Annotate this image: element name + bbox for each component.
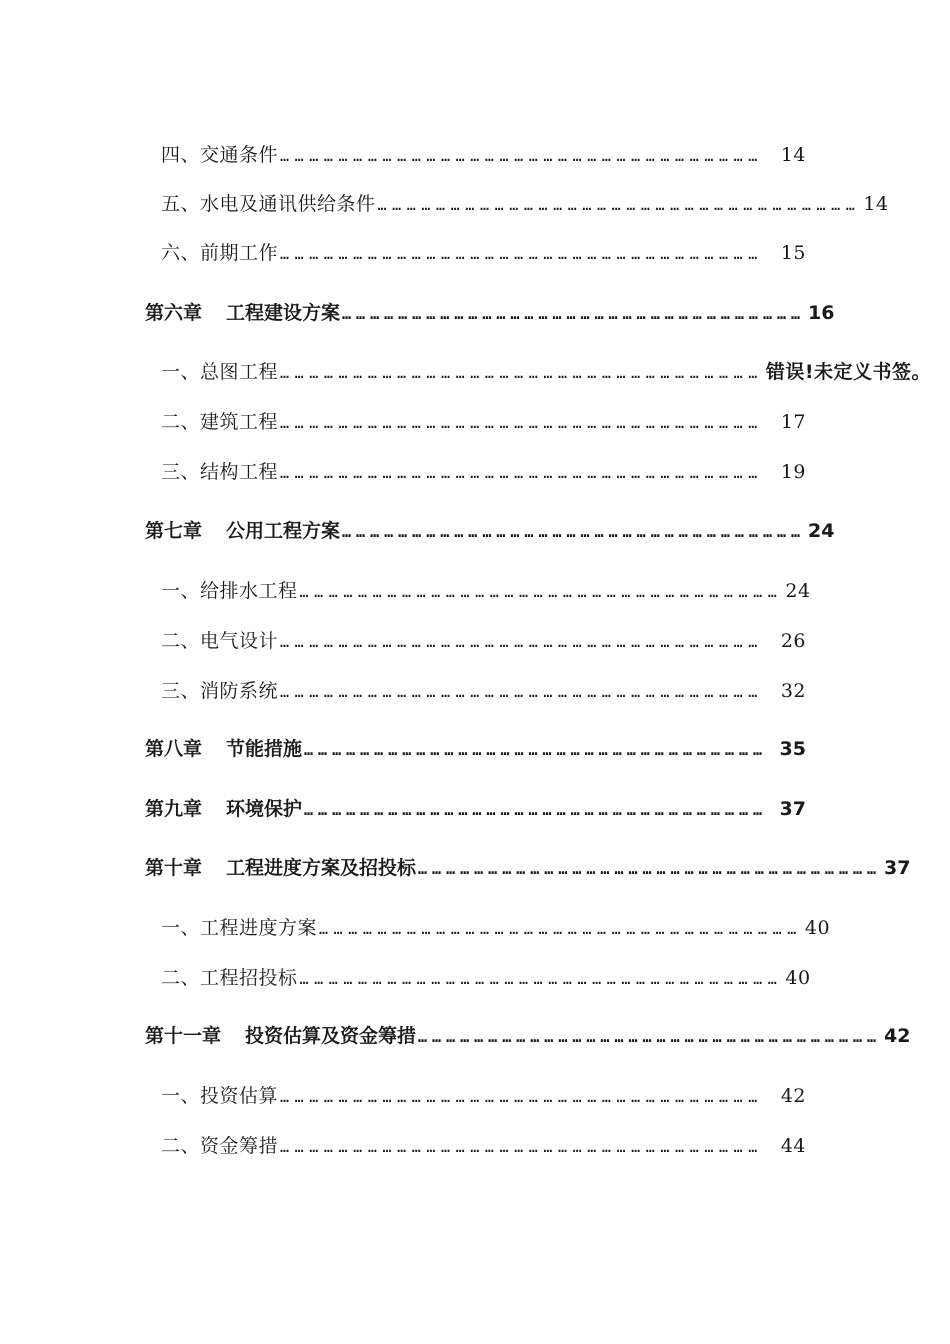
toc-chapter-title: 环境保护 — [226, 798, 303, 820]
toc-entry-number: 一、 — [161, 1085, 201, 1107]
toc-entry-number: 三、 — [161, 680, 201, 702]
toc-leader-dots: ……………………………………………………………………………………… — [299, 583, 783, 601]
toc-entry-bidding[interactable] — [161, 963, 811, 990]
toc-chapter-number: 第八章 — [145, 738, 203, 760]
toc-entry-schedule[interactable] — [161, 913, 831, 940]
toc-chapter-number: 第九章 — [145, 798, 203, 820]
toc-entry-number: 二、 — [161, 1135, 201, 1157]
toc-leader-dots: ……………………………………………………………………………………… — [418, 1028, 882, 1046]
toc-leader-dots: ……………………………………………………………………………………… — [280, 633, 763, 651]
toc-chapter-11[interactable] — [145, 1021, 911, 1048]
toc-entry-page: 17 — [780, 411, 806, 433]
toc-leader-dots: ……………………………………………………………………………………… — [299, 970, 783, 988]
toc-entry-title: 交通条件 — [200, 144, 279, 166]
toc-entry-utilities-supply[interactable] — [161, 189, 889, 216]
toc-entry-title: 消防系统 — [200, 680, 279, 702]
toc-chapter-title: 投资估算及资金筹措 — [245, 1025, 417, 1047]
toc-entry-preliminary-work[interactable] — [161, 238, 806, 265]
toc-chapter-9[interactable] — [145, 794, 806, 821]
toc-entry-title: 前期工作 — [200, 242, 279, 264]
toc-entry-title: 投资估算 — [200, 1085, 279, 1107]
toc-entry-number: 五、 — [161, 193, 201, 215]
toc-entry-page: 40 — [804, 917, 831, 939]
toc-entry-number: 三、 — [161, 461, 201, 483]
toc-leader-dots: ……………………………………………………………………………………… — [280, 1138, 763, 1156]
toc-entry-structure[interactable] — [161, 457, 806, 484]
toc-chapter-page: 16 — [808, 302, 835, 324]
toc-leader-dots: ……………………………………………………………………………………… — [280, 464, 763, 482]
toc-chapter-title: 工程进度方案及招投标 — [226, 857, 417, 879]
toc-entry-title: 水电及通讯供给条件 — [200, 193, 376, 215]
toc-entry-title: 工程进度方案 — [200, 917, 318, 939]
toc-chapter-10[interactable] — [145, 853, 911, 880]
toc-entry-site-plan[interactable] — [161, 357, 932, 384]
toc-chapter-8[interactable] — [145, 734, 806, 761]
toc-chapter-number: 第七章 — [145, 520, 203, 542]
toc-leader-dots: ……………………………………………………………………………………… — [280, 147, 763, 165]
toc-chapter-page: 37 — [779, 798, 806, 820]
toc-leader-dots: ……………………………………………………………………………………… — [342, 305, 806, 323]
toc-chapter-number: 第六章 — [145, 302, 203, 324]
toc-leader-dots: ……………………………………………………………………………………… — [280, 683, 763, 701]
toc-entry-traffic[interactable] — [161, 140, 806, 167]
toc-leader-dots: ……………………………………………………………………………………… — [280, 414, 763, 432]
toc-entry-title: 工程招投标 — [200, 967, 298, 989]
toc-entry-architecture[interactable] — [161, 407, 806, 434]
toc-entry-title: 建筑工程 — [200, 411, 279, 433]
toc-chapter-title: 公用工程方案 — [226, 520, 341, 542]
toc-leader-dots: ……………………………………………………………………………………… — [280, 1088, 763, 1106]
toc-entry-number: 一、 — [161, 361, 201, 383]
toc-entry-number: 一、 — [161, 917, 201, 939]
toc-leader-dots: ……………………………………………………………………………………… — [280, 245, 763, 263]
toc-chapter-title: 节能措施 — [226, 738, 303, 760]
toc-entry-number: 四、 — [161, 144, 201, 166]
toc-leader-dots: ……………………………………………………………………………………… — [304, 741, 768, 759]
toc-entry-title: 结构工程 — [200, 461, 279, 483]
toc-chapter-page: 24 — [808, 520, 835, 542]
toc-entry-page: 14 — [863, 193, 889, 215]
toc-chapter-page: 37 — [884, 857, 911, 879]
toc-leader-dots: ……………………………………………………………………………………… — [304, 801, 768, 819]
toc-entry-page: 40 — [785, 967, 811, 989]
toc-entry-page: 24 — [785, 580, 811, 602]
toc-entry-water-drainage[interactable] — [161, 576, 811, 603]
toc-entry-page: 15 — [780, 242, 806, 264]
toc-entry-investment-estimate[interactable] — [161, 1081, 806, 1108]
toc-entry-page: 44 — [780, 1135, 806, 1157]
toc-entry-number: 六、 — [161, 242, 201, 264]
toc-entry-number: 二、 — [161, 630, 201, 652]
toc-entry-electrical[interactable] — [161, 626, 806, 653]
toc-entry-number: 一、 — [161, 580, 201, 602]
toc-entry-title: 电气设计 — [200, 630, 279, 652]
toc-entry-page-error: 错误!未定义书签。 — [765, 361, 932, 383]
toc-chapter-page: 35 — [779, 738, 806, 760]
toc-chapter-page: 42 — [884, 1025, 911, 1047]
toc-chapter-number: 第十一章 — [145, 1025, 222, 1047]
toc-entry-page: 32 — [780, 680, 806, 702]
toc-entry-fund-raising[interactable] — [161, 1131, 806, 1158]
toc-entry-page: 26 — [780, 630, 806, 652]
toc-entry-fire-protection[interactable] — [161, 676, 806, 703]
toc-entry-number: 二、 — [161, 967, 201, 989]
toc-entry-title: 总图工程 — [200, 361, 279, 383]
toc-entry-page: 14 — [780, 144, 806, 166]
toc-leader-dots: ……………………………………………………………………………………… — [280, 364, 763, 382]
toc-entry-number: 二、 — [161, 411, 201, 433]
toc-entry-title: 资金筹措 — [200, 1135, 279, 1157]
toc-leader-dots: ……………………………………………………………………………………… — [319, 920, 802, 938]
toc-chapter-6[interactable] — [145, 298, 835, 325]
toc-leader-dots: ……………………………………………………………………………………… — [342, 523, 806, 541]
toc-entry-title: 给排水工程 — [200, 580, 298, 602]
toc-leader-dots: ……………………………………………………………………………………… — [418, 860, 882, 878]
toc-entry-page: 42 — [780, 1085, 806, 1107]
toc-chapter-7[interactable] — [145, 516, 835, 543]
toc-chapter-number: 第十章 — [145, 857, 203, 879]
toc-entry-page: 19 — [780, 461, 806, 483]
toc-chapter-title: 工程建设方案 — [226, 302, 341, 324]
toc-leader-dots: ……………………………………………………………………………………… — [377, 196, 861, 214]
